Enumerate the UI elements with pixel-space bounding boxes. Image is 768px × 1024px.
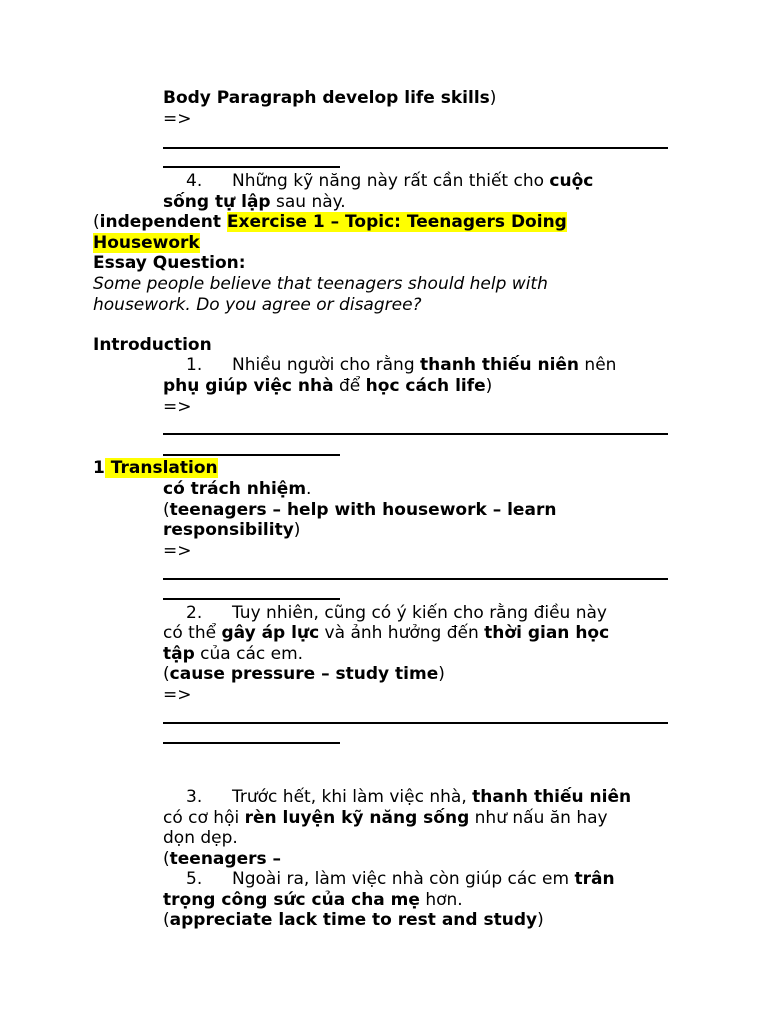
exercise-title: Exercise 1 – Topic: Teenagers Doing xyxy=(226,212,567,232)
translation-keywords-line-2 xyxy=(163,520,300,540)
answer-rule-long xyxy=(163,722,668,724)
item-3-line-2 xyxy=(163,808,608,828)
item-2-line-3 xyxy=(163,644,303,664)
translation-label: Translation xyxy=(104,458,218,478)
item-text: Trước hết, khi làm việc nhà, xyxy=(232,787,473,807)
item-text: nên xyxy=(579,355,617,375)
item-2-line-1 xyxy=(186,603,607,623)
item-text: của các em. xyxy=(194,644,304,664)
paren-open: ( xyxy=(93,212,100,232)
paren-open: ( xyxy=(163,910,170,930)
keywords: teenagers – xyxy=(169,849,282,869)
translation-number: 1 xyxy=(93,458,105,478)
paren-close: ) xyxy=(293,520,301,540)
essay-question-label: Essay Question: xyxy=(93,253,246,273)
item-keyword: thanh thiếu niên xyxy=(420,355,580,375)
translation-line-1 xyxy=(163,479,311,499)
item-text: Tuy nhiên, cũng có ý kiến cho rằng điều này xyxy=(232,603,607,623)
answer-rule-short xyxy=(163,598,340,600)
item-5-line-1 xyxy=(186,869,615,889)
item-text: như nấu ăn hay xyxy=(469,808,608,828)
intro-item-1-line-2 xyxy=(163,376,492,396)
answer-rule-short xyxy=(163,742,340,744)
item-keyword: học cách life xyxy=(365,376,486,396)
item-3-keywords xyxy=(163,849,281,869)
answer-rule-long xyxy=(163,433,668,435)
answer-arrow: => xyxy=(163,109,192,129)
item-keyword: rèn luyện kỹ năng sống xyxy=(244,808,470,828)
item-number: 4. xyxy=(186,171,203,191)
item-number: 5. xyxy=(186,869,203,889)
paren-open: ( xyxy=(163,849,170,869)
item-number: 3. xyxy=(186,787,203,807)
paren-close: ) xyxy=(489,88,497,108)
item-text: để xyxy=(333,376,366,396)
item-text: có thể xyxy=(163,623,222,643)
item-keyword: thanh thiếu niên xyxy=(472,787,632,807)
item-4-line-2 xyxy=(163,192,346,212)
item-3-line-3: dọn dẹp. xyxy=(163,828,238,848)
keywords: teenagers – help with housework – learn xyxy=(169,500,557,520)
keywords: appreciate lack time to rest and study xyxy=(169,910,538,930)
answer-arrow: => xyxy=(163,541,192,561)
item-keyword: sống tự lập xyxy=(163,192,271,212)
item-keyword: tập xyxy=(163,644,195,664)
introduction-heading: Introduction xyxy=(93,335,212,355)
answer-rule-short xyxy=(163,454,340,456)
item-number: 1. xyxy=(186,355,203,375)
answer-arrow: => xyxy=(163,397,192,417)
item-keyword: phụ giúp việc nhà xyxy=(163,376,334,396)
item-text: Ngoài ra, làm việc nhà còn giúp các em xyxy=(232,869,575,889)
item-3-line-1 xyxy=(186,787,631,807)
exercise-title-line-2 xyxy=(93,233,200,253)
item-5-keywords xyxy=(163,910,544,930)
intro-item-1-line-1 xyxy=(186,355,616,375)
answer-rule-long xyxy=(163,578,668,580)
item-text: sau này. xyxy=(270,192,346,212)
item-text: có cơ hội xyxy=(163,808,245,828)
body-paragraph-line xyxy=(163,88,496,108)
keywords: cause pressure – study time xyxy=(169,664,439,684)
item-keyword: trân xyxy=(574,869,615,889)
independent-label: independent xyxy=(99,212,227,232)
exercise-title-line-1 xyxy=(93,212,567,232)
paren-open: ( xyxy=(163,664,170,684)
item-2-line-2 xyxy=(163,623,609,643)
item-keyword: thời gian học xyxy=(484,623,610,643)
item-number: 2. xyxy=(186,603,203,623)
translation-keywords-line-1 xyxy=(163,500,556,520)
essay-question-line-1: Some people believe that teenagers should help with xyxy=(93,274,548,294)
paren-close: ) xyxy=(438,664,445,684)
answer-rule-long xyxy=(163,147,668,149)
item-text: Những kỹ năng này rất cần thiết cho xyxy=(232,171,550,191)
item-keyword: có trách nhiệm xyxy=(163,479,307,499)
item-keyword: gây áp lực xyxy=(221,623,320,643)
item-text: và ảnh hưởng đến xyxy=(319,623,485,643)
body-paragraph-label: Body Paragraph develop life skills xyxy=(163,88,490,108)
item-keyword: trọng công sức của cha mẹ xyxy=(163,890,420,910)
keywords: responsibility xyxy=(163,520,294,540)
item-text: Nhiều người cho rằng xyxy=(232,355,421,375)
item-keyword: cuộc xyxy=(549,171,594,191)
item-5-line-2 xyxy=(163,890,463,910)
item-text: . xyxy=(306,479,312,499)
translation-heading xyxy=(93,458,218,478)
item-2-keywords xyxy=(163,664,445,684)
exercise-title-continued: Housework xyxy=(93,233,200,253)
item-text: hơn. xyxy=(419,890,463,910)
paren-close: ) xyxy=(485,376,493,396)
paren-close: ) xyxy=(537,910,544,930)
answer-arrow: => xyxy=(163,685,192,705)
paren-open: ( xyxy=(163,500,170,520)
answer-rule-short xyxy=(163,166,340,168)
essay-question-line-2: housework. Do you agree or disagree? xyxy=(93,295,422,315)
item-4-line-1 xyxy=(186,171,593,191)
